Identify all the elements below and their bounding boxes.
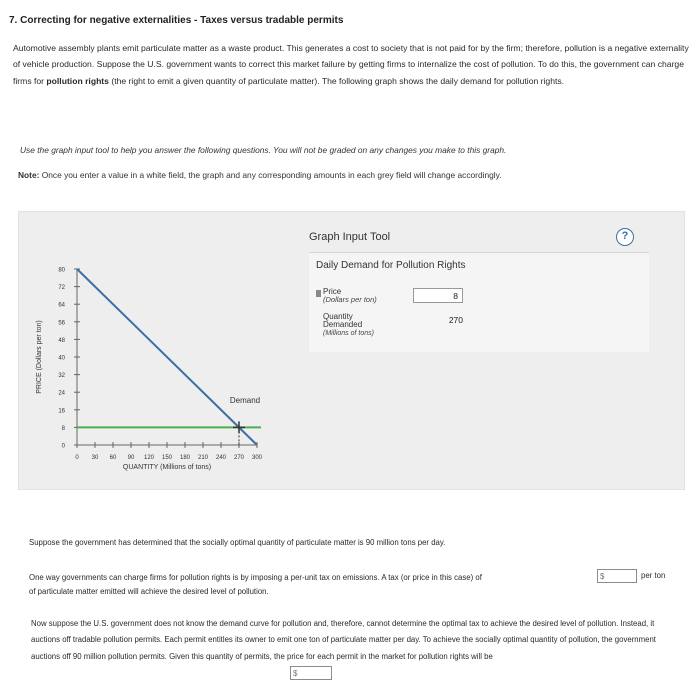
x-tick-label: 210 (197, 455, 209, 461)
x-tick-label: 90 (127, 455, 135, 461)
x-tick-label: 120 (143, 455, 155, 461)
y-tick-label: 24 (58, 390, 65, 397)
optimal-quantity-statement: Suppose the government has determined that the socially optimal quantity of particulate matter is 90 million tons per day. (29, 538, 446, 547)
x-tick-label: 150 (161, 455, 173, 461)
x-tick-label: 300 (251, 455, 263, 461)
y-tick-label: 8 (61, 425, 65, 432)
tax-question-text: One way governments can charge firms for pollution rights is by imposing a per-unit tax on emissions. A tax (or price in this case) of (29, 573, 482, 582)
y-axis-label: PRICE (Dollars per ton) (36, 320, 43, 394)
graph-instructions: Use the graph input tool to help you answer the following questions. You will not be graded on any changes you make to this graph. (20, 145, 507, 155)
x-tick-label: 0 (75, 455, 79, 461)
help-button[interactable]: ? (616, 228, 634, 246)
permit-price-input[interactable] (290, 666, 332, 680)
demand-label: Demand (229, 396, 261, 405)
y-tick-label: 72 (58, 285, 65, 292)
price-unit: (Dollars per ton) (323, 295, 377, 304)
question-title: 7. Correcting for negative externalities - Taxes versus tradable permits (9, 15, 344, 26)
note-body: Once you enter a value in a white field, the graph and any corresponding amounts in each grey field will change accordingly. (39, 170, 502, 180)
y-tick-label: 0 (61, 443, 65, 450)
price-marker-icon (316, 290, 321, 297)
intro-text-a: Automotive assembly plants emit particulate matter as a waste product. This generates a cost to society that is not paid for by the firm; therefore, pollution is a negative externality of vehicle production. Suppose the U.S. government wants to correct this market failure by getting firms to internalize the cost of pollution. To do this, the government can charge firms for (13, 43, 689, 86)
x-tick-label: 240 (215, 455, 227, 461)
y-tick-label: 80 (58, 267, 65, 274)
demand-curve (77, 269, 257, 445)
note-label: Note: (18, 170, 40, 180)
x-tick-label: 30 (91, 455, 99, 461)
y-tick-label: 32 (58, 373, 65, 380)
intro-paragraph (13, 40, 689, 89)
intro-text-b: (the right to emit a given quantity of particulate matter). The following graph shows the daily demand for pollution rights. (108, 75, 565, 86)
quantity-label-line2: Demanded (323, 320, 363, 329)
tax-question-line2: of particulate matter emitted will achieve the desired level of pollution. (29, 587, 269, 596)
y-tick-label: 16 (58, 408, 65, 415)
quantity-demanded-value: 270 (448, 315, 463, 325)
x-tick-label: 180 (179, 455, 191, 461)
x-axis-label: QUANTITY (Millions of tons) (122, 464, 212, 471)
per-ton-label: per ton (641, 571, 666, 580)
price-label: Price (323, 287, 342, 296)
y-tick-label: 64 (58, 302, 65, 309)
y-tick-label: 56 (58, 320, 65, 327)
price-input[interactable] (413, 288, 463, 303)
graph-input-tool-title: Graph Input Tool (309, 231, 391, 243)
graph-panel (18, 211, 685, 490)
y-tick-label: 48 (58, 337, 65, 344)
tax-answer-input[interactable] (597, 569, 637, 583)
note-text (18, 170, 502, 180)
quantity-label: Quantity (323, 312, 353, 321)
quantity-unit: (Millions of tons) (323, 330, 374, 337)
intro-bold-term: pollution rights (46, 75, 109, 86)
x-tick-label: 60 (109, 455, 117, 461)
graph-input-tool (309, 252, 649, 352)
x-tick-label: 270 (233, 455, 245, 461)
y-tick-label: 40 (58, 355, 65, 362)
graph-input-tool-heading: Daily Demand for Pollution Rights (316, 260, 466, 271)
permit-question-text: Now suppose the U.S. government does not know the demand curve for pollution and, therefore, cannot determine the optimal tax to achieve the desired level of pollution. Instead, it auctions off tradable pollution permits. Each permit entitles its owner to emit one ton of particulate matter per day. To achieve the socially optimal quantity of pollution, the government auctions off 90 million pollution permits. Given this quantity of permits, the price for each permit in the market for pollution rights will be (31, 619, 656, 661)
